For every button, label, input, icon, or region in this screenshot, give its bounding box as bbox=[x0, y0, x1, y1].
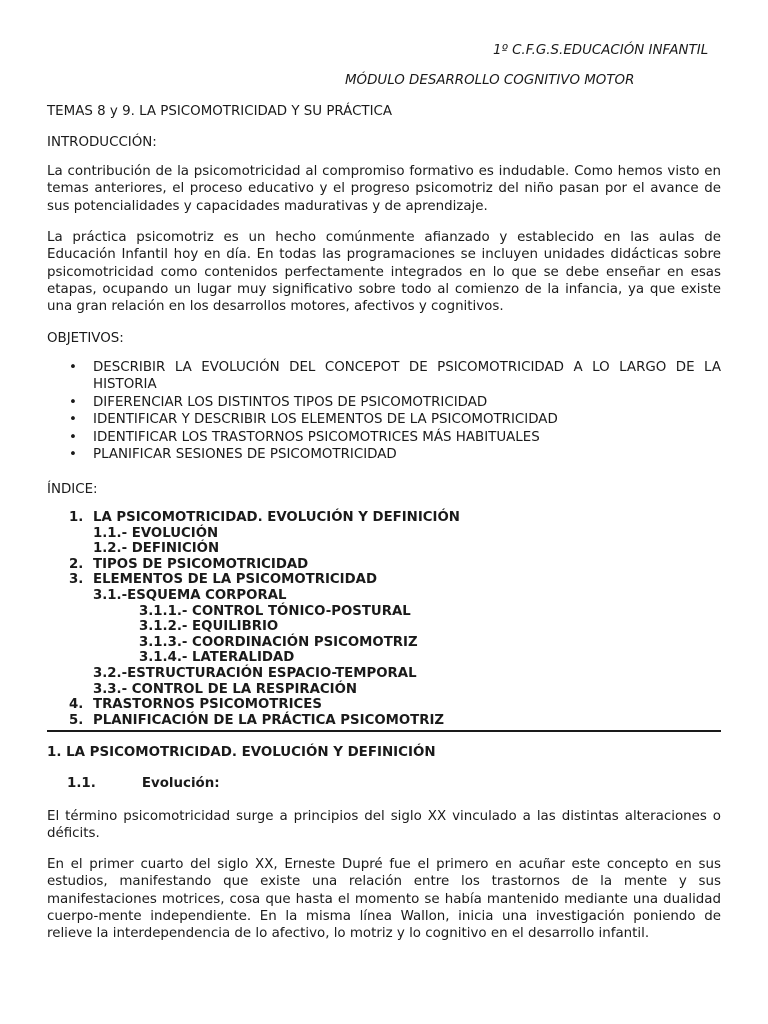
intro-heading: INTRODUCCIÓN: bbox=[47, 135, 157, 150]
toc-item bbox=[47, 588, 721, 604]
toc-item bbox=[47, 604, 721, 620]
toc-item-text: 3.3.- CONTROL DE LA RESPIRACIÓN bbox=[93, 681, 358, 697]
toc-item-text: 3.1.2.- EQUILIBRIO bbox=[139, 619, 279, 635]
toc-item-number: 3. bbox=[69, 572, 84, 588]
toc-item-text: LA PSICOMOTRICIDAD. EVOLUCIÓN Y DEFINICIÓN bbox=[93, 510, 460, 525]
objective-item bbox=[47, 394, 721, 411]
toc-item-number: 2. bbox=[69, 556, 84, 572]
toc-item bbox=[47, 557, 721, 573]
toc-item bbox=[47, 619, 721, 635]
toc-item-text: TRASTORNOS PSICOMOTRICES bbox=[93, 697, 322, 713]
module-header: MÓDULO DESARROLLO COGNITIVO MOTOR bbox=[345, 73, 635, 88]
intro-paragraph-1: La contribución de la psicomotricidad al compromiso formativo es indudable. Como hemos visto en temas anteriores, el proceso educativo y el progreso psicomotriz del niño pasan por el avance de sus potencialidades y capacidades madurativas y de aprendizaje. bbox=[47, 164, 721, 214]
toc-item bbox=[47, 635, 721, 651]
objective-text: IDENTIFICAR LOS TRASTORNOS PSICOMOTRICES MÁS HABITUALES bbox=[93, 429, 540, 445]
bullet-icon: • bbox=[69, 447, 77, 463]
bullet-icon: • bbox=[69, 412, 77, 428]
toc-item bbox=[47, 713, 721, 729]
objective-text: PLANIFICAR SESIONES DE PSICOMOTRICIDAD bbox=[93, 447, 397, 463]
objective-item bbox=[47, 411, 721, 428]
toc-item bbox=[47, 572, 721, 588]
toc-item-text: TIPOS DE PSICOMOTRICIDAD bbox=[93, 556, 309, 572]
toc-item bbox=[47, 526, 721, 542]
section-1-heading: 1. LA PSICOMOTRICIDAD. EVOLUCIÓN Y DEFINICIÓN bbox=[47, 745, 436, 760]
toc-item bbox=[47, 697, 721, 713]
index-heading: ÍNDICE: bbox=[47, 482, 98, 497]
toc-item bbox=[47, 510, 721, 526]
subsection-number: 1.1. bbox=[67, 776, 96, 791]
toc-item-number: 5. bbox=[69, 712, 84, 728]
subsection-1-1-heading bbox=[67, 776, 220, 791]
toc-item-text: ELEMENTOS DE LA PSICOMOTRICIDAD bbox=[93, 572, 378, 588]
toc-item-text: 3.1.-ESQUEMA CORPORAL bbox=[93, 587, 287, 603]
toc-item-number: 4. bbox=[69, 697, 84, 713]
toc-item-text: 3.2.-ESTRUCTURACIÓN ESPACIO-TEMPORAL bbox=[93, 665, 417, 681]
objective-text: DESCRIBIR LA EVOLUCIÓN DEL CONCEPOT DE PSICOMOTRICIDAD A LO LARGO DE LA HISTORIA bbox=[93, 360, 721, 393]
objective-item bbox=[47, 359, 721, 394]
section-1-paragraph-2: En el primer cuarto del siglo XX, Erneste Dupré fue el primero en acuñar este concepto en sus estudios, manifestando que existe una relación entre los trastornos de la mente y sus manifestaciones motrices, cosa que hasta el momento se había mantenido mediante una dualidad cuerpo-mente independiente. En la misma línea Wallon, inicia una investigación poniendo de relieve la interdependencia de lo afectivo, lo motriz y lo cognitivo en el desarrollo infantil. bbox=[47, 857, 721, 942]
toc-item-text: 1.2.- DEFINICIÓN bbox=[93, 541, 220, 557]
document-title: TEMAS 8 y 9. LA PSICOMOTRICIDAD Y SU PRÁCTICA bbox=[47, 104, 393, 119]
toc-item bbox=[47, 682, 721, 698]
objectives-list bbox=[47, 359, 721, 463]
toc-item-number: 1. bbox=[69, 510, 84, 525]
objective-item bbox=[47, 446, 721, 463]
toc-item-text: 1.1.- EVOLUCIÓN bbox=[93, 525, 219, 541]
toc-item bbox=[47, 541, 721, 557]
table-of-contents bbox=[47, 510, 721, 728]
subsection-title: Evolución: bbox=[141, 776, 220, 791]
course-header: 1º C.F.G.S.EDUCACIÓN INFANTIL bbox=[493, 43, 709, 58]
objectives-heading: OBJETIVOS: bbox=[47, 331, 124, 346]
objective-text: DIFERENCIAR LOS DISTINTOS TIPOS DE PSICOMOTRICIDAD bbox=[93, 394, 488, 410]
bullet-icon: • bbox=[69, 429, 77, 445]
bullet-icon: • bbox=[69, 394, 77, 410]
objective-text: IDENTIFICAR Y DESCRIBIR LOS ELEMENTOS DE LA PSICOMOTRICIDAD bbox=[93, 412, 558, 428]
bullet-icon: • bbox=[69, 360, 77, 375]
toc-item-text: 3.1.3.- COORDINACIÓN PSICOMOTRIZ bbox=[139, 634, 418, 650]
toc-item-text: 3.1.4.- LATERALIDAD bbox=[139, 650, 295, 666]
section-1-paragraph-1: El término psicomotricidad surge a principios del siglo XX vinculado a las distintas alteraciones o déficits. bbox=[47, 809, 721, 842]
toc-item bbox=[47, 666, 721, 682]
intro-paragraph-2: La práctica psicomotriz es un hecho comúnmente afianzado y establecido en las aulas de Educación Infantil hoy en día. En todas las programaciones se incluyen unidades didácticas sobre psicomotricidad como contenidos perfectamente integrados en lo que se debe enseñar en esas etapas, ocupando un lugar muy significativo sobre todo al comienzo de la infancia, ya que existe una gran relación en los desarrollos motores, afectivos y cognitivos. bbox=[47, 230, 721, 315]
toc-item-text: 3.1.1.- CONTROL TÓNICO-POSTURAL bbox=[139, 603, 411, 619]
objective-item bbox=[47, 429, 721, 446]
section-divider bbox=[47, 730, 721, 732]
toc-item bbox=[47, 650, 721, 666]
toc-item-text: PLANIFICACIÓN DE LA PRÁCTICA PSICOMOTRIZ bbox=[93, 712, 445, 728]
